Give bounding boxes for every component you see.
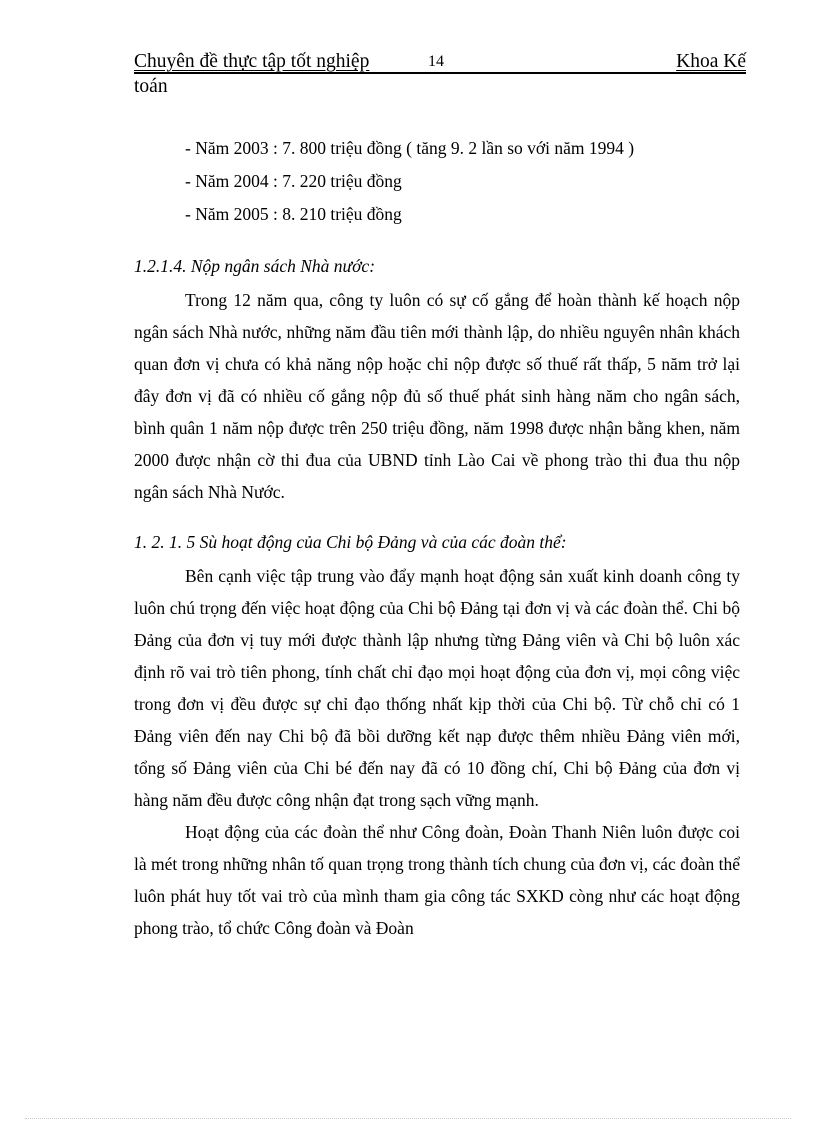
paragraph-party: Bên cạnh việc tập trung vào đẩy mạnh hoạt động sản xuất kinh doanh công ty luôn chú trọng đến việc hoạt động của Chi bộ Đảng tại đơn vị và các đoàn thể. Chi bộ Đảng của đơn vị tuy mới được thành lập nhưng từng Đảng viên và Chi bộ luôn xác định rõ vai trò tiên phong, tính chất chỉ đạo mọi hoạt động của đơn vị, mọi công việc trong đơn vị đều được sự chỉ đạo thống nhất kịp thời của Chi bộ. Từ chỗ chỉ có 1 Đảng viên đến nay Chi bộ đã bồi dưỡng kết nạp được thêm nhiều Đảng viên mới, tổng số Đảng viên của Chi bé đến nay đã có 10 đồng chí, Chi bộ Đảng của đơn vị hàng năm đều được công nhận đạt trong sạch vững mạnh. (134, 566, 740, 810)
page-number: 14 (428, 53, 444, 70)
section-heading-party: 1. 2. 1. 5 Sù hoạt động của Chi bộ Đảng và của các đoàn thể: (134, 532, 567, 552)
section-heading-budget: 1.2.1.4. Nộp ngân sách Nhà nước: (134, 256, 376, 276)
revenue-list (185, 132, 634, 231)
paragraph-budget: Trong 12 năm qua, công ty luôn có sự cố gắng để hoàn thành kế hoạch nộp ngân sách Nhà nước, những năm đầu tiên mới thành lập, do nhiều nguyên nhân khách quan đơn vị chưa có khả năng nộp hoặc chỉ nộp được số thuế rất thấp, 5 năm trở lại đây đơn vị đã có nhiều cố gắng nộp đủ số thuế phát sinh hàng năm cho ngân sách, bình quân 1 năm nộp được trên 250 triệu đồng, năm 1998 được nhận bằng khen, năm 2000 được nhận cờ thi đua của UBND tỉnh Lào Cai về phong trào thi đua thu nộp ngân sách Nhà Nước. (134, 290, 740, 502)
list-item: - Năm 2003 : 7. 800 triệu đồng ( tăng 9. 2 lần so với năm 1994 ) (185, 138, 635, 158)
header-department-continuation: toán (134, 76, 168, 97)
page-header (134, 50, 746, 76)
header-document-title: Chuyên đề thực tập tốt nghiệp (134, 51, 370, 72)
header-department: Khoa Kế (676, 51, 746, 72)
page-body (134, 254, 740, 944)
paragraph-unions: Hoạt động của các đoàn thể như Công đoàn, Đoàn Thanh Niên luôn được coi là mét trong những nhân tố quan trọng trong thành tích chung của đơn vị, các đoàn thể luôn phát huy tốt vai trò của mình tham gia công tác SXKD còng như các hoạt động phong trào, tổ chức Công đoàn và Đoàn (134, 822, 740, 938)
list-item: - Năm 2005 : 8. 210 triệu đồng (185, 204, 402, 224)
page-bottom-rule (25, 1118, 791, 1119)
list-item: - Năm 2004 : 7. 220 triệu đồng (185, 171, 402, 191)
header-rule (134, 72, 746, 74)
